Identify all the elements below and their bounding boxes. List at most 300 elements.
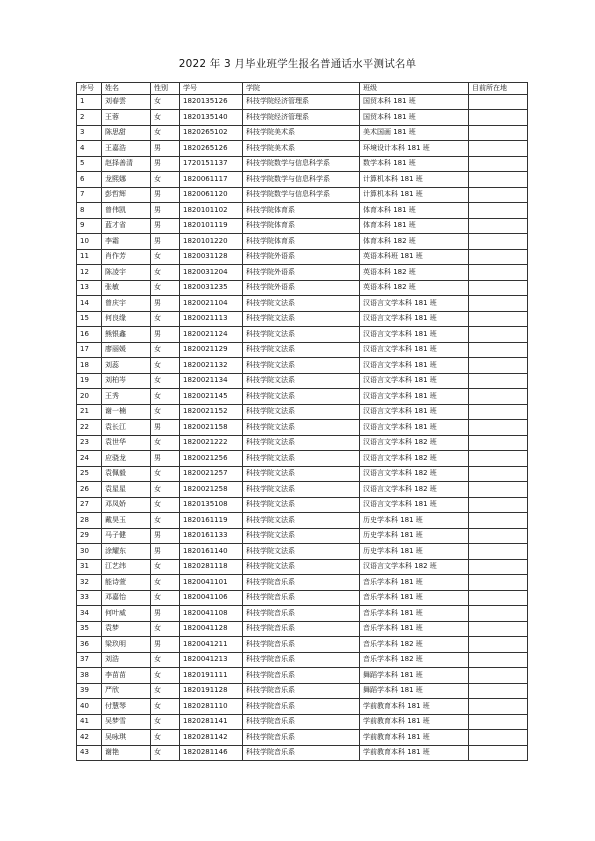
- cell-college: 科技学院外语系: [243, 280, 360, 296]
- cell-student-id: 1820281110: [180, 699, 243, 715]
- cell-no: 30: [77, 544, 102, 560]
- cell-no: 42: [77, 730, 102, 746]
- cell-name: 蓝才省: [102, 218, 151, 234]
- cell-gender: 女: [151, 745, 180, 761]
- cell-gender: 女: [151, 358, 180, 374]
- cell-college: 科技学院音乐系: [243, 730, 360, 746]
- cell-college: 科技学院体育系: [243, 218, 360, 234]
- cell-location: [469, 342, 528, 358]
- cell-student-id: 1820041108: [180, 606, 243, 622]
- cell-name: 肖作芳: [102, 249, 151, 265]
- cell-location: [469, 699, 528, 715]
- cell-student-id: 1820031204: [180, 265, 243, 281]
- cell-student-id: 1820021145: [180, 389, 243, 405]
- cell-name: 应骁龙: [102, 451, 151, 467]
- cell-college: 科技学院经济管理系: [243, 94, 360, 110]
- cell-no: 8: [77, 203, 102, 219]
- cell-name: 马子健: [102, 528, 151, 544]
- table-row: [77, 668, 528, 684]
- table-row: [77, 141, 528, 157]
- cell-name: 能诗萱: [102, 575, 151, 591]
- cell-gender: 女: [151, 466, 180, 482]
- cell-no: 13: [77, 280, 102, 296]
- table-row: [77, 311, 528, 327]
- cell-location: [469, 683, 528, 699]
- cell-gender: 女: [151, 404, 180, 420]
- header-college: 学院: [243, 83, 360, 95]
- cell-gender: 女: [151, 94, 180, 110]
- cell-location: [469, 156, 528, 172]
- cell-class: 汉语言文学本科 181 班: [360, 342, 469, 358]
- cell-college: 科技学院音乐系: [243, 668, 360, 684]
- cell-class: 汉语言文学本科 181 班: [360, 327, 469, 343]
- cell-student-id: 1820021258: [180, 482, 243, 498]
- cell-college: 科技学院文法系: [243, 358, 360, 374]
- cell-location: [469, 745, 528, 761]
- cell-college: 科技学院经济管理系: [243, 110, 360, 126]
- cell-location: [469, 451, 528, 467]
- table-row: [77, 389, 528, 405]
- table-row: [77, 699, 528, 715]
- cell-name: 江艺纬: [102, 559, 151, 575]
- cell-student-id: 1820041128: [180, 621, 243, 637]
- cell-class: 环境设计本科 181 班: [360, 141, 469, 157]
- table-row: [77, 714, 528, 730]
- cell-student-id: 1820061120: [180, 187, 243, 203]
- cell-college: 科技学院音乐系: [243, 745, 360, 761]
- cell-college: 科技学院文法系: [243, 528, 360, 544]
- cell-gender: 女: [151, 342, 180, 358]
- cell-student-id: 1820021257: [180, 466, 243, 482]
- table-row: [77, 451, 528, 467]
- cell-location: [469, 404, 528, 420]
- table-row: [77, 265, 528, 281]
- cell-location: [469, 187, 528, 203]
- cell-gender: 女: [151, 699, 180, 715]
- cell-name: 赵择善清: [102, 156, 151, 172]
- cell-gender: 女: [151, 590, 180, 606]
- cell-college: 科技学院文法系: [243, 544, 360, 560]
- cell-no: 17: [77, 342, 102, 358]
- cell-class: 音乐学本科 181 班: [360, 621, 469, 637]
- cell-location: [469, 482, 528, 498]
- cell-gender: 男: [151, 296, 180, 312]
- table-row: [77, 94, 528, 110]
- cell-class: 音乐学本科 182 班: [360, 652, 469, 668]
- cell-gender: 男: [151, 203, 180, 219]
- cell-college: 科技学院音乐系: [243, 637, 360, 653]
- cell-gender: 女: [151, 125, 180, 141]
- cell-student-id: 1820135126: [180, 94, 243, 110]
- cell-name: 刘春雲: [102, 94, 151, 110]
- cell-no: 35: [77, 621, 102, 637]
- table-row: [77, 156, 528, 172]
- cell-college: 科技学院文法系: [243, 513, 360, 529]
- cell-gender: 女: [151, 389, 180, 405]
- cell-location: [469, 141, 528, 157]
- cell-college: 科技学院美术系: [243, 141, 360, 157]
- cell-name: 袁星星: [102, 482, 151, 498]
- cell-college: 科技学院文法系: [243, 497, 360, 513]
- cell-college: 科技学院文法系: [243, 296, 360, 312]
- table-row: [77, 249, 528, 265]
- cell-college: 科技学院音乐系: [243, 652, 360, 668]
- cell-name: 涂耀东: [102, 544, 151, 560]
- cell-class: 历史学本科 181 班: [360, 544, 469, 560]
- cell-no: 5: [77, 156, 102, 172]
- cell-gender: 女: [151, 265, 180, 281]
- cell-student-id: 1820135108: [180, 497, 243, 513]
- table-row: [77, 575, 528, 591]
- cell-college: 科技学院数学与信息科学系: [243, 187, 360, 203]
- cell-name: 刘柏岑: [102, 373, 151, 389]
- cell-location: [469, 590, 528, 606]
- table-row: [77, 497, 528, 513]
- cell-name: 付慧琴: [102, 699, 151, 715]
- cell-student-id: 1820281118: [180, 559, 243, 575]
- table-row: [77, 420, 528, 436]
- table-row: [77, 187, 528, 203]
- cell-gender: 女: [151, 497, 180, 513]
- cell-student-id: 1820031235: [180, 280, 243, 296]
- cell-student-id: 1820021124: [180, 327, 243, 343]
- cell-student-id: 1820161133: [180, 528, 243, 544]
- cell-gender: 女: [151, 249, 180, 265]
- cell-location: [469, 373, 528, 389]
- cell-location: [469, 234, 528, 250]
- cell-class: 汉语言文学本科 182 班: [360, 435, 469, 451]
- header-no: 序号: [77, 83, 102, 95]
- cell-gender: 女: [151, 652, 180, 668]
- cell-gender: 女: [151, 668, 180, 684]
- cell-name: 李苗苗: [102, 668, 151, 684]
- cell-no: 25: [77, 466, 102, 482]
- cell-location: [469, 94, 528, 110]
- cell-name: 戴昊玉: [102, 513, 151, 529]
- table-row: [77, 466, 528, 482]
- header-student-id: 学号: [180, 83, 243, 95]
- cell-name: 邓凤娇: [102, 497, 151, 513]
- cell-gender: 男: [151, 187, 180, 203]
- cell-no: 37: [77, 652, 102, 668]
- cell-no: 28: [77, 513, 102, 529]
- cell-class: 汉语言文学本科 182 班: [360, 559, 469, 575]
- cell-college: 科技学院数学与信息科学系: [243, 172, 360, 188]
- cell-no: 39: [77, 683, 102, 699]
- cell-college: 科技学院外语系: [243, 265, 360, 281]
- table-row: [77, 637, 528, 653]
- cell-student-id: 1820041211: [180, 637, 243, 653]
- cell-no: 20: [77, 389, 102, 405]
- cell-student-id: 1820021104: [180, 296, 243, 312]
- cell-student-id: 1820021222: [180, 435, 243, 451]
- cell-location: [469, 668, 528, 684]
- cell-gender: 女: [151, 110, 180, 126]
- cell-location: [469, 420, 528, 436]
- cell-student-id: 1820265126: [180, 141, 243, 157]
- cell-name: 梁玖明: [102, 637, 151, 653]
- table-row: [77, 544, 528, 560]
- cell-location: [469, 606, 528, 622]
- table-row: [77, 590, 528, 606]
- cell-gender: 男: [151, 606, 180, 622]
- cell-no: 19: [77, 373, 102, 389]
- cell-student-id: 1820021256: [180, 451, 243, 467]
- cell-student-id: 1820135140: [180, 110, 243, 126]
- cell-student-id: 1820021158: [180, 420, 243, 436]
- cell-student-id: 1820191111: [180, 668, 243, 684]
- cell-location: [469, 714, 528, 730]
- cell-gender: 女: [151, 730, 180, 746]
- cell-location: [469, 265, 528, 281]
- cell-location: [469, 280, 528, 296]
- cell-location: [469, 172, 528, 188]
- cell-no: 43: [77, 745, 102, 761]
- cell-gender: 女: [151, 714, 180, 730]
- cell-no: 15: [77, 311, 102, 327]
- table-row: [77, 296, 528, 312]
- cell-class: 国贸本科 181 班: [360, 94, 469, 110]
- cell-college: 科技学院文法系: [243, 435, 360, 451]
- cell-no: 26: [77, 482, 102, 498]
- cell-no: 10: [77, 234, 102, 250]
- cell-no: 32: [77, 575, 102, 591]
- cell-college: 科技学院数学与信息科学系: [243, 156, 360, 172]
- cell-location: [469, 435, 528, 451]
- cell-class: 音乐学本科 182 班: [360, 637, 469, 653]
- cell-no: 31: [77, 559, 102, 575]
- cell-student-id: 1820021134: [180, 373, 243, 389]
- cell-name: 何叶威: [102, 606, 151, 622]
- cell-name: 张敏: [102, 280, 151, 296]
- cell-class: 音乐学本科 181 班: [360, 590, 469, 606]
- cell-class: 数学本科 181 班: [360, 156, 469, 172]
- header-gender: 性别: [151, 83, 180, 95]
- cell-class: 汉语言文学本科 181 班: [360, 296, 469, 312]
- cell-gender: 男: [151, 156, 180, 172]
- cell-student-id: 1820041101: [180, 575, 243, 591]
- cell-no: 6: [77, 172, 102, 188]
- cell-class: 汉语言文学本科 181 班: [360, 389, 469, 405]
- cell-name: 王嘉浩: [102, 141, 151, 157]
- table-row: [77, 358, 528, 374]
- cell-name: 袁梦: [102, 621, 151, 637]
- table-row: [77, 203, 528, 219]
- cell-class: 汉语言文学本科 181 班: [360, 420, 469, 436]
- cell-college: 科技学院外语系: [243, 249, 360, 265]
- cell-name: 袁长江: [102, 420, 151, 436]
- cell-no: 18: [77, 358, 102, 374]
- cell-gender: 女: [151, 559, 180, 575]
- cell-no: 34: [77, 606, 102, 622]
- cell-gender: 男: [151, 327, 180, 343]
- cell-location: [469, 311, 528, 327]
- cell-no: 36: [77, 637, 102, 653]
- cell-gender: 女: [151, 683, 180, 699]
- cell-class: 汉语言文学本科 181 班: [360, 373, 469, 389]
- cell-student-id: 1820281142: [180, 730, 243, 746]
- cell-no: 41: [77, 714, 102, 730]
- cell-college: 科技学院音乐系: [243, 683, 360, 699]
- cell-student-id: 1820061117: [180, 172, 243, 188]
- cell-location: [469, 249, 528, 265]
- cell-location: [469, 358, 528, 374]
- cell-no: 1: [77, 94, 102, 110]
- cell-no: 21: [77, 404, 102, 420]
- cell-college: 科技学院音乐系: [243, 575, 360, 591]
- cell-location: [469, 637, 528, 653]
- cell-student-id: 1820021113: [180, 311, 243, 327]
- cell-location: [469, 497, 528, 513]
- cell-name: 袁佩毅: [102, 466, 151, 482]
- cell-name: 陈凌宇: [102, 265, 151, 281]
- cell-class: 计算机本科 181 班: [360, 187, 469, 203]
- table-row: [77, 110, 528, 126]
- cell-name: 严欣: [102, 683, 151, 699]
- cell-college: 科技学院文法系: [243, 420, 360, 436]
- cell-college: 科技学院文法系: [243, 466, 360, 482]
- cell-college: 科技学院文法系: [243, 327, 360, 343]
- cell-gender: 女: [151, 575, 180, 591]
- cell-class: 舞蹈学本科 181 班: [360, 683, 469, 699]
- cell-location: [469, 513, 528, 529]
- cell-name: 龙熙娜: [102, 172, 151, 188]
- cell-student-id: 1820101220: [180, 234, 243, 250]
- cell-no: 4: [77, 141, 102, 157]
- cell-gender: 女: [151, 435, 180, 451]
- cell-location: [469, 389, 528, 405]
- cell-class: 美术国画 181 班: [360, 125, 469, 141]
- cell-college: 科技学院音乐系: [243, 606, 360, 622]
- cell-student-id: 1820101119: [180, 218, 243, 234]
- header-location: 目前所在地: [469, 83, 528, 95]
- cell-location: [469, 652, 528, 668]
- cell-college: 科技学院文法系: [243, 404, 360, 420]
- cell-class: 国贸本科 181 班: [360, 110, 469, 126]
- header-class: 班级: [360, 83, 469, 95]
- table-row: [77, 404, 528, 420]
- cell-no: 33: [77, 590, 102, 606]
- cell-gender: 女: [151, 172, 180, 188]
- cell-name: 王蓉: [102, 110, 151, 126]
- cell-name: 刘蕊: [102, 358, 151, 374]
- table-row: [77, 218, 528, 234]
- cell-student-id: 1820281141: [180, 714, 243, 730]
- cell-class: 体育本科 182 班: [360, 234, 469, 250]
- cell-student-id: 1820031128: [180, 249, 243, 265]
- table-row: [77, 652, 528, 668]
- cell-college: 科技学院美术系: [243, 125, 360, 141]
- cell-gender: 女: [151, 513, 180, 529]
- cell-no: 11: [77, 249, 102, 265]
- cell-student-id: 1820191128: [180, 683, 243, 699]
- cell-class: 汉语言文学本科 181 班: [360, 358, 469, 374]
- table-row: [77, 513, 528, 529]
- cell-name: 吴咏琪: [102, 730, 151, 746]
- cell-no: 38: [77, 668, 102, 684]
- cell-college: 科技学院文法系: [243, 559, 360, 575]
- document-title: 2022 年 3 月毕业班学生报名普通话水平测试名单: [178, 58, 417, 70]
- cell-gender: 男: [151, 637, 180, 653]
- cell-name: 熊银鑫: [102, 327, 151, 343]
- cell-no: 22: [77, 420, 102, 436]
- table-row: [77, 172, 528, 188]
- table-row: [77, 559, 528, 575]
- cell-class: 汉语言文学本科 182 班: [360, 451, 469, 467]
- cell-name: 廖丽媛: [102, 342, 151, 358]
- cell-location: [469, 110, 528, 126]
- cell-location: [469, 575, 528, 591]
- cell-class: 学前教育本科 181 班: [360, 745, 469, 761]
- cell-student-id: 1820021152: [180, 404, 243, 420]
- cell-no: 7: [77, 187, 102, 203]
- cell-name: 袁世华: [102, 435, 151, 451]
- table-row: [77, 125, 528, 141]
- cell-no: 14: [77, 296, 102, 312]
- cell-location: [469, 327, 528, 343]
- table-row: [77, 234, 528, 250]
- cell-no: 3: [77, 125, 102, 141]
- cell-no: 9: [77, 218, 102, 234]
- cell-college: 科技学院音乐系: [243, 699, 360, 715]
- cell-class: 学前教育本科 181 班: [360, 730, 469, 746]
- cell-student-id: 1820161119: [180, 513, 243, 529]
- table-row: [77, 606, 528, 622]
- table-row: [77, 683, 528, 699]
- cell-no: 27: [77, 497, 102, 513]
- cell-name: 曾庆宇: [102, 296, 151, 312]
- cell-class: 汉语言文学本科 182 班: [360, 466, 469, 482]
- cell-location: [469, 218, 528, 234]
- cell-class: 英语本科 182 班: [360, 280, 469, 296]
- cell-gender: 女: [151, 280, 180, 296]
- table-header-row: [77, 83, 528, 95]
- cell-college: 科技学院文法系: [243, 482, 360, 498]
- cell-student-id: 1820041213: [180, 652, 243, 668]
- cell-name: 何良缘: [102, 311, 151, 327]
- cell-college: 科技学院体育系: [243, 203, 360, 219]
- cell-name: 刘浩: [102, 652, 151, 668]
- cell-class: 汉语言文学本科 182 班: [360, 482, 469, 498]
- cell-no: 40: [77, 699, 102, 715]
- cell-gender: 女: [151, 373, 180, 389]
- cell-location: [469, 466, 528, 482]
- cell-no: 29: [77, 528, 102, 544]
- cell-class: 汉语言文学本科 181 班: [360, 311, 469, 327]
- table-row: [77, 528, 528, 544]
- cell-no: 24: [77, 451, 102, 467]
- table-row: [77, 373, 528, 389]
- table-row: [77, 621, 528, 637]
- table-row: [77, 342, 528, 358]
- table-row: [77, 327, 528, 343]
- table-body: [77, 94, 528, 761]
- cell-gender: 男: [151, 451, 180, 467]
- cell-class: 英语本科 182 班: [360, 265, 469, 281]
- cell-gender: 女: [151, 482, 180, 498]
- cell-name: 谢艳: [102, 745, 151, 761]
- cell-class: 历史学本科 181 班: [360, 513, 469, 529]
- cell-student-id: 1720151137: [180, 156, 243, 172]
- table-row: [77, 435, 528, 451]
- cell-college: 科技学院音乐系: [243, 714, 360, 730]
- cell-student-id: 1820041106: [180, 590, 243, 606]
- cell-no: 12: [77, 265, 102, 281]
- cell-location: [469, 621, 528, 637]
- cell-location: [469, 296, 528, 312]
- cell-class: 历史学本科 181 班: [360, 528, 469, 544]
- table-row: [77, 730, 528, 746]
